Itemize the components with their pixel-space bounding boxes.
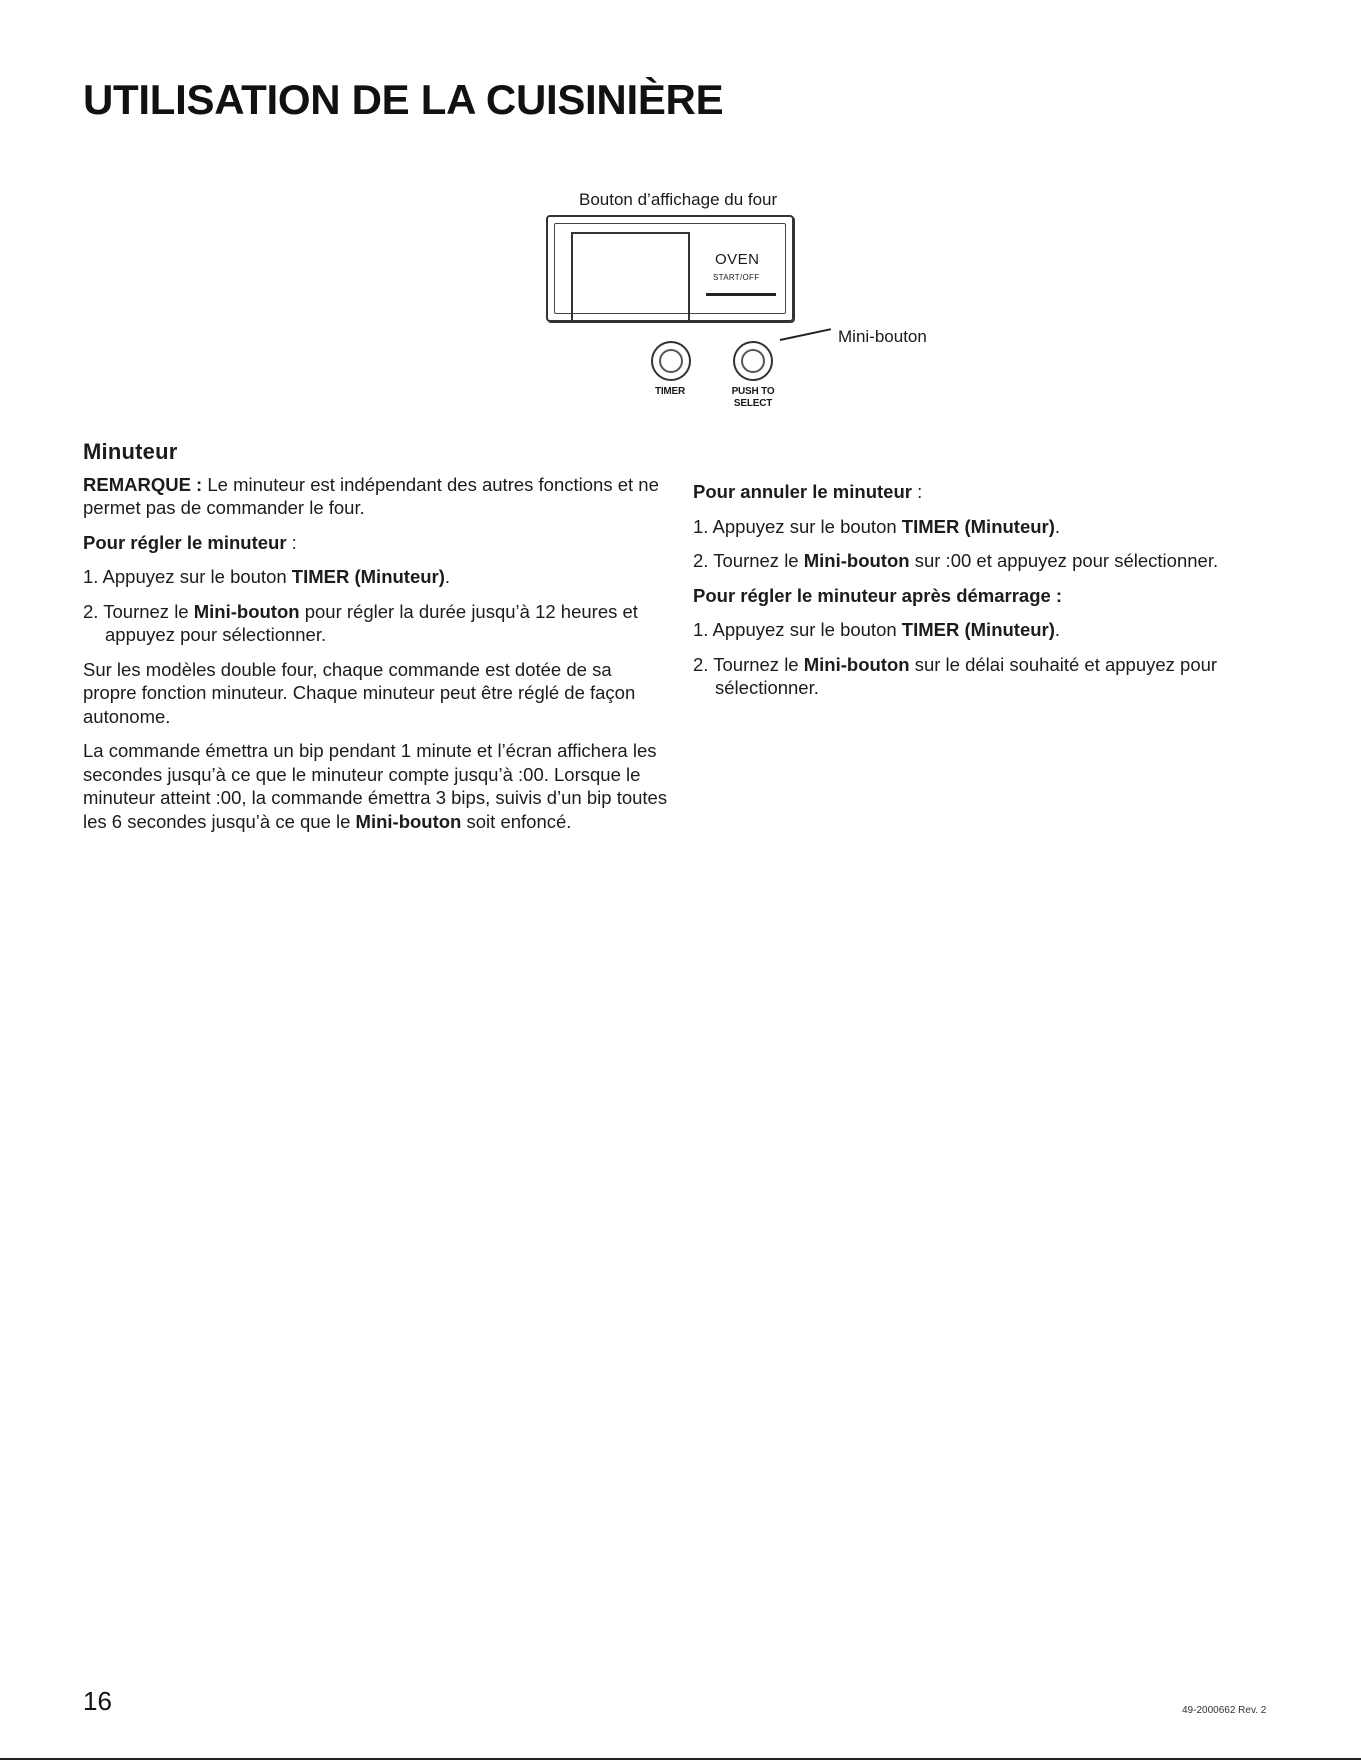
list-item-number: 2. bbox=[693, 550, 709, 571]
set-timer-heading bbox=[83, 531, 668, 555]
oven-button-bar bbox=[706, 293, 776, 296]
list-item bbox=[83, 565, 668, 589]
list-item-bold: TIMER (Minuteur) bbox=[901, 619, 1055, 640]
list-item-number: 1. bbox=[693, 619, 709, 640]
list-item-text-end: . bbox=[1054, 619, 1061, 640]
list-item-text: Appuyez sur le bouton bbox=[708, 619, 902, 640]
set-timer-heading-suffix: : bbox=[286, 531, 297, 553]
control-panel bbox=[546, 215, 794, 322]
oven-button-label: OVEN bbox=[715, 251, 760, 268]
double-oven-paragraph: Sur les modèles double four, chaque commande est dotée de sa propre fonction minuteur. Chaque minuteur peut être réglé de façon autonome. bbox=[83, 658, 636, 727]
list-item-text-end: sur :00 et appuyez pour sélectionner. bbox=[909, 550, 1219, 571]
note-paragraph bbox=[83, 473, 668, 520]
select-knob-label-line1: PUSH TO bbox=[731, 386, 775, 397]
cancel-timer-heading-suffix: : bbox=[911, 481, 923, 502]
list-item-text-end: . bbox=[444, 566, 451, 587]
beep-text-end: soit enfoncé. bbox=[461, 810, 572, 832]
list-item-text: Appuyez sur le bouton bbox=[98, 566, 292, 587]
note-text: Le minuteur est indépendant des autres fonctions et ne permet pas de commander le four. bbox=[83, 473, 659, 518]
list-item-bold: Mini-bouton bbox=[193, 600, 300, 622]
beep-paragraph bbox=[83, 739, 668, 833]
after-start-heading: Pour régler le minuteur après démarrage : bbox=[693, 584, 1063, 606]
oven-control-diagram bbox=[0, 0, 1361, 420]
list-item-bold: Mini-bouton bbox=[803, 653, 910, 675]
list-item-number: 2. bbox=[693, 653, 709, 675]
list-item-text-end: pour régler la durée jusqu’à 12 heures et appuyez pour sélectionner. bbox=[105, 600, 638, 645]
select-knob-label-line2: SELECT bbox=[733, 398, 773, 409]
list-item-number: 1. bbox=[693, 515, 709, 537]
mini-button-knob-icon bbox=[733, 341, 773, 381]
list-item-text-end: sur le délai souhaité et appuyez pour sélectionner. bbox=[715, 653, 1218, 698]
beep-bold: Mini-bouton bbox=[355, 810, 462, 832]
list-item-bold: TIMER (Minuteur) bbox=[291, 566, 445, 587]
list-item-text: Tournez le bbox=[708, 550, 804, 571]
list-item bbox=[83, 600, 668, 647]
display-button-label: Bouton d’affichage du four bbox=[579, 190, 778, 209]
section-heading: Minuteur bbox=[83, 439, 178, 464]
mini-button-callout: Mini-bouton bbox=[838, 327, 927, 346]
cancel-timer-heading bbox=[693, 480, 1293, 504]
control-panel-inner bbox=[554, 223, 786, 314]
list-item-text: Appuyez sur le bouton bbox=[708, 515, 902, 537]
list-item-bold: Mini-bouton bbox=[803, 550, 910, 571]
timer-knob-label: TIMER bbox=[654, 386, 686, 397]
left-column bbox=[83, 440, 668, 844]
display-screen bbox=[571, 232, 690, 323]
list-item-bold: TIMER (Minuteur) bbox=[901, 515, 1055, 537]
list-item-text: Tournez le bbox=[98, 600, 194, 622]
right-column bbox=[693, 480, 1293, 711]
list-item-number: 1. bbox=[83, 566, 99, 587]
list-item bbox=[693, 515, 1293, 539]
list-item-text: Tournez le bbox=[708, 653, 804, 675]
page-number: 16 bbox=[83, 1686, 112, 1716]
list-item-text-end: . bbox=[1054, 515, 1061, 537]
cancel-timer-heading-text: Pour annuler le minuteur bbox=[693, 481, 912, 502]
list-item bbox=[693, 549, 1293, 573]
list-item-number: 2. bbox=[83, 600, 99, 622]
beep-text: La commande émettra un bip pendant 1 minute et l’écran affichera les secondes jusqu’à ce que le minuteur compte jusqu’à :00. Lorsque le minuteur atteint :00, la commande émettra 3 bips, suivis d’un bip toutes les 6 secondes jusqu’à ce que le bbox=[83, 740, 668, 832]
set-timer-heading-text: Pour régler le minuteur bbox=[83, 531, 287, 553]
note-label: REMARQUE : bbox=[83, 473, 203, 495]
select-knob-label bbox=[718, 386, 788, 410]
bottom-rule bbox=[0, 1758, 1361, 1760]
oven-button-sublabel: START/OFF bbox=[713, 273, 760, 282]
page-title: UTILISATION DE LA CUISINIÈRE bbox=[83, 76, 724, 123]
mini-button-leader-line bbox=[780, 328, 831, 341]
timer-knob-icon bbox=[651, 341, 691, 381]
document-reference: 49-2000662 Rev. 2 bbox=[1182, 1705, 1267, 1716]
list-item bbox=[693, 618, 1293, 642]
list-item bbox=[693, 653, 1293, 700]
